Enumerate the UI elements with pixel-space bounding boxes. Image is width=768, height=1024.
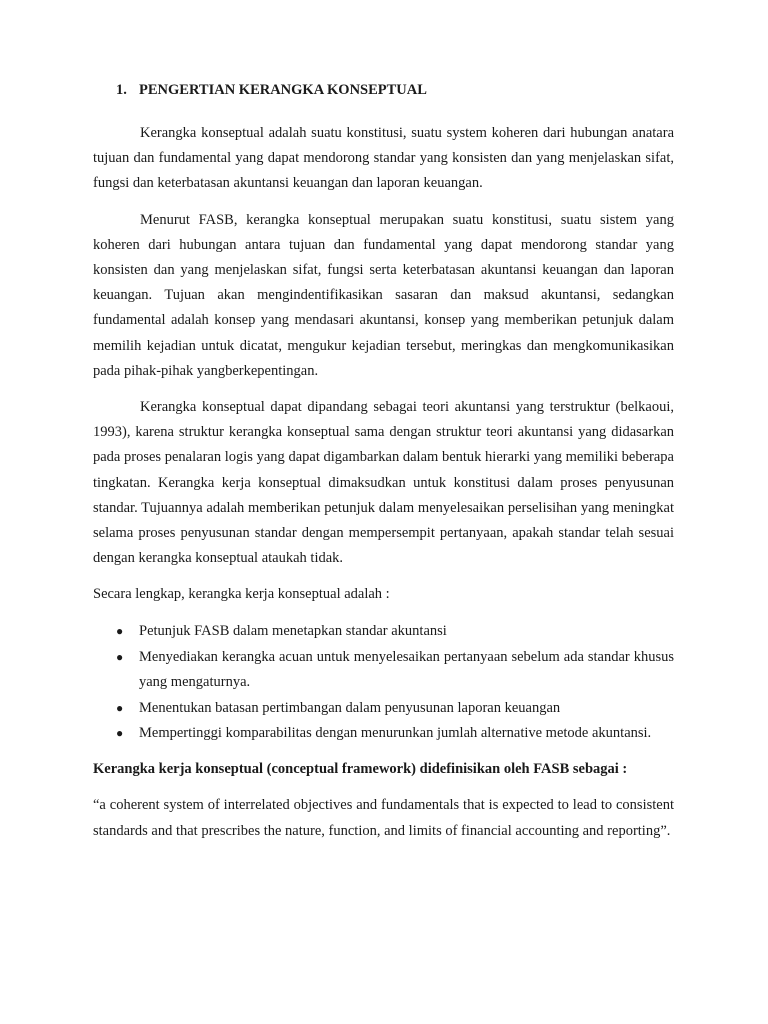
section-title: PENGERTIAN KERANGKA KONSEPTUAL <box>139 82 427 98</box>
section-number: 1. <box>116 82 127 98</box>
list-item-text: Menyediakan kerangka acuan untuk menyelesaikan pertanyaan sebelum ada standar khusus yang mengaturnya. <box>139 648 674 691</box>
list-item-text: Menentukan batasan pertimbangan dalam penyusunan laporan keuangan <box>139 699 561 716</box>
paragraph-2: Menurut FASB, kerangka konseptual merupakan suatu konstitusi, suatu sistem yang koheren dari hubungan antara tujuan dan fundamental yang dapat mendorong standar yang konsisten dan yang menjelaskan sifat, fungsi serta keterbatasan akuntansi keuangan dan laporan keuangan. Tujuan akan mengindentifikasikan sasaran dan maksud akuntansi, sedangkan fundamental adalah konsep yang mendasari akuntansi, konsep yang memberikan petunjuk dalam memilih kejadian untuk dicatat, mengukur kejadian tersebut, meringkas dan mengkomunikasikan pada pihak-pihak yangberkepentingan. <box>93 211 674 379</box>
bullet-list <box>93 619 674 747</box>
list-item <box>93 619 674 645</box>
definition-heading: Kerangka kerja konseptual (conceptual framework) didefinisikan oleh FASB sebagai : <box>93 760 628 777</box>
bullet-icon: ● <box>116 649 124 664</box>
list-item-text: Petunjuk FASB dalam menetapkan standar akuntansi <box>139 623 447 640</box>
list-item <box>93 696 674 722</box>
list-intro: Secara lengkap, kerangka kerja konseptual adalah : <box>93 586 390 603</box>
paragraph-1: Kerangka konseptual adalah suatu konstitusi, suatu system koheren dari hubungan anatara tujuan dan fundamental yang dapat mendorong standar yang konsisten dan yang menjelaskan sifat, fungsi dan keterbatasan akuntansi keuangan dan laporan keuangan. <box>93 125 674 192</box>
definition-quote: “a coherent system of interrelated objectives and fundamentals that is expected to lead to consistent standards and that prescribes the nature, function, and limits of financial accounting and reporting”. <box>93 796 674 839</box>
list-item <box>93 645 674 696</box>
list-item <box>93 721 674 747</box>
bullet-icon: ● <box>116 726 124 741</box>
document-page <box>93 82 674 844</box>
section-heading <box>93 82 674 99</box>
paragraph-3: Kerangka konseptual dapat dipandang sebagai teori akuntansi yang terstruktur (belkaoui, 1993), karena struktur kerangka konseptual sama dengan struktur teori akuntansi yang didasarkan pada proses penalaran logis yang dapat digambarkan dalam bentuk hierarki yang memiliki beberapa tingkatan. Kerangka kerja konseptual dimaksudkan untuk konstitusi dalam proses penyusunan standar. Tujuannya adalah memberikan petunjuk dalam menyelesaikan perselisihan yang meningkat selama proses penyusunan standar dengan mempersempit pertanyaan, apakah standar telah sesuai dengan kerangka konseptual ataukah tidak. <box>93 399 674 567</box>
list-item-text: Mempertinggi komparabilitas dengan menurunkan jumlah alternative metode akuntansi. <box>139 725 652 742</box>
bullet-icon: ● <box>116 700 124 715</box>
bullet-icon: ● <box>116 624 124 639</box>
